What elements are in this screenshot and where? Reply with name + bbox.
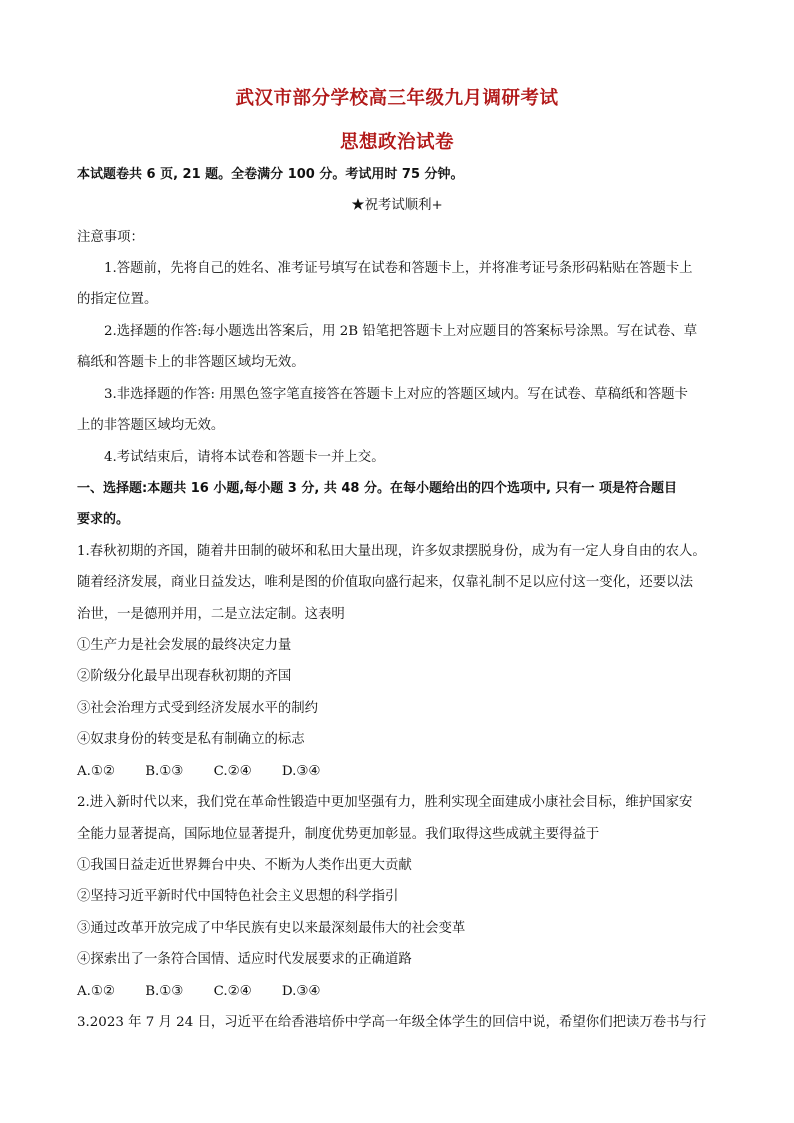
q1-option-a: A.①② [77,764,115,779]
q2-item-1: ①我国日益走近世界舞台中央、不断为人类作出更大贡献 [77,858,412,873]
notes-heading: 注意事项： [77,230,144,245]
exam-title: 武汉市部分学校高三年级九月调研考试 [235,88,559,109]
note-1-line-2: 的指定位置。 [77,292,158,307]
q1-options [77,763,346,781]
q2-options [77,983,346,1001]
q1-stem-line-3: 治世，一是德刑并用，二是立法定制。这表明 [77,607,345,622]
exam-summary: 本试题卷共 6 页, 21 题。全卷满分 100 分。考试用时 75 分钟。 [77,167,464,182]
section-1-heading-line-1: 一、选择题:本题共 16 小题,每小题 3 分, 共 48 分。在每小题给出的四个选项中, 只有一 项是符合题目 [77,481,677,496]
q2-option-b: B.①③ [145,984,184,999]
q2-stem-line-2: 全能力显著提高，国际地位显著提升，制度优势更加彰显。我们取得这些成就主要得益于 [77,827,600,842]
q2-option-c: C.②④ [213,984,252,999]
q2-option-a: A.①② [77,984,115,999]
q3-stem-line-1: 3.2023 年 7 月 24 日，习近平在给香港培侨中学高一年级全体学生的回信中说，希望你们把读万卷书与行 [77,1015,707,1030]
q1-stem-line-1: 1.春秋初期的齐国，随着井田制的破坏和私田大量出现，许多奴隶摆脱身份，成为有一定人身自由的农人。 [77,544,706,559]
q2-stem-line-1: 2.进入新时代以来，我们党在革命性锻造中更加坚强有力，胜利实现全面建成小康社会目标，维护国家安 [77,795,693,810]
q1-item-2: ②阶级分化最早出现春秋初期的齐国 [77,669,292,684]
q1-item-4: ④奴隶身份的转变是私有制确立的标志 [77,732,305,747]
note-2-line-2: 稿纸和答题卡上的非答题区域均无效。 [77,355,305,370]
exam-subject: 思想政治试卷 [339,132,454,153]
q1-item-3: ③社会治理方式受到经济发展水平的制约 [77,701,319,716]
q2-item-4: ④探索出了一条符合国情、适应时代发展要求的正确道路 [77,952,412,967]
q1-stem-line-2: 随着经济发展，商业日益发达，唯利是图的价值取向盛行起来，仅靠礼制不足以应付这一变化，还要以法 [77,575,693,590]
note-2-line-1: 2.选择题的作答:每小题选出答案后，用 2B 铅笔把答题卡上对应题目的答案标号涂黑。写在试卷、草 [104,324,698,339]
q1-option-b: B.①③ [145,764,184,779]
q2-item-3: ③通过改革开放完成了中华民族有史以来最深刻最伟大的社会变革 [77,921,466,936]
q2-option-d: D.③④ [281,984,321,999]
note-1-line-1: 1.答题前，先将自己的姓名、准考证号填写在试卷和答题卡上，并将准考证号条形码粘贴在答题卡上 [104,261,693,276]
q2-item-2: ②坚持习近平新时代中国特色社会主义思想的科学指引 [77,889,399,904]
section-1-heading-line-2: 要求的。 [77,512,130,527]
note-3-line-1: 3.非选择题的作答: 用黑色签字笔直接答在答题卡上对应的答题区域内。写在试卷、草稿纸和答题卡 [104,387,688,402]
q1-item-1: ①生产力是社会发展的最终决定力量 [77,638,292,653]
q1-option-d: D.③④ [281,764,321,779]
q1-option-c: C.②④ [213,764,252,779]
note-4: 4.考试结束后，请将本试卷和答题卡一并上交。 [104,450,385,465]
good-luck-line: ★祝考试顺利+ [351,198,443,213]
note-3-line-2: 上的非答题区域均无效。 [77,418,225,433]
